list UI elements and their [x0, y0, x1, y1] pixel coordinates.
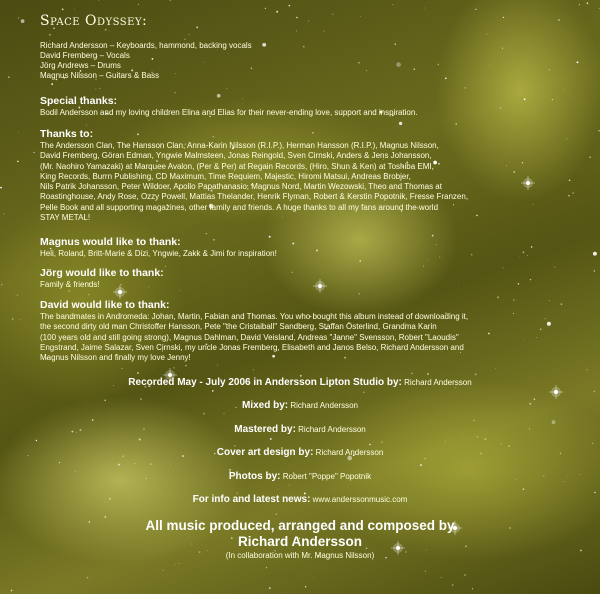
credit-label: Mixed by: [242, 400, 289, 411]
text-line: STAY METAL! [40, 213, 91, 223]
text-line: Pelle Book and all supporting magazines, other family and friends. A huge thanks to all my fans around the world [40, 202, 439, 212]
credit-value: Richard Andersson [404, 378, 472, 387]
text-line: Heli, Roland, Britt-Marie & Dizi, Yngwie, Zakk & Jimi for inspiration! [40, 249, 277, 258]
website-url: www.anderssonmusic.com [312, 495, 408, 504]
text-line: The Andersson Clan, The Hansson Clan, Anna-Karin Nilsson (R.I.P.), Herman Hansson (R.I.P.), Magnus Nilsson, [40, 141, 439, 150]
thanks-text [40, 141, 570, 223]
text-line: Engstrand, Jaime Salazar, Sven Cirnski, my uncle Jonas Fremberg, Elisabeth and Janos Belso, Richard Andersson and [40, 342, 464, 352]
lineup-member: Magnus Nilsson – Guitars & Bass [40, 71, 160, 80]
album-title: Space Odyssey: [40, 13, 148, 29]
david-thanks-text [40, 312, 570, 363]
special-thanks-heading: Special thanks: [40, 95, 118, 107]
credit-label: Recorded May - July 2006 in Andersson Lipton Studio by: [128, 377, 402, 388]
credit-label: Mastered by: [234, 424, 296, 435]
credit-website [0, 494, 600, 505]
lineup-member: Jörg Andrews – Drums [40, 61, 121, 70]
final-credit-line1: All music produced, arranged and composed by [145, 518, 455, 533]
text-line: David Fremberg, Göran Edman, Yngwie Malmsteen, Jonas Reingold, Sven Cirnski, Anders & Jens Johansson, [40, 151, 432, 161]
final-credit-line2: Richard Andersson [237, 534, 363, 549]
credit-mastered [0, 424, 600, 435]
lineup-member: David Fremberg – Vocals [40, 51, 130, 60]
text-line: (Mr. Naohiro Yamazaki) at Marquee Avalon, (Per & Per) at Regain Records, (Hiro, Shun & Ken) at Toshiba EMI, [40, 161, 434, 171]
text-line: Roastinghouse, Andy Rose, Ozzy Powell, Mattias Thelander, Henrik Flyman, Robert & Kerstin Popotnik, Fresse Franzen, [40, 192, 469, 202]
credit-mixed [0, 400, 600, 411]
text-line: The bandmates in Andromeda: Johan, Martin, Fabian and Thomas. You who bought this album instead of downloading it, [40, 312, 469, 321]
credit-label: Cover art design by: [216, 447, 314, 458]
lineup-member: Richard Andersson – Keyboards, hammond, backing vocals [40, 41, 252, 50]
credit-value: Robert "Poppe" Popotnik [282, 472, 372, 481]
band-lineup [40, 41, 252, 81]
text-line: Bodil Andersson and my loving children Elina and Elias for their never-ending love, support and inspiration. [40, 108, 418, 117]
final-credit-note: (In collaboration with Mr. Magnus Nilsson) [225, 551, 375, 560]
text-line: Magnus Nilsson and finally my love Jenny! [40, 353, 191, 363]
text-line: (100 years old and still going strong), Magnus Dahlman, David Veisland, Andreas "Janne" Svensson, Robert "Laoudis" [40, 332, 459, 342]
credit-label: For info and latest news: [192, 494, 311, 505]
credit-label: Photos by: [228, 471, 281, 482]
text-line: Nils Patrik Johansson, Peter Wildoer, Apollo Papathanasio, Magnus Nord, Martin Wezowski, Theo and Thomas at [40, 182, 442, 192]
credit-photos [0, 471, 600, 482]
credit-value: Richard Andersson [290, 401, 358, 410]
special-thanks-text [40, 108, 570, 118]
text-line: the second dirty old man Christoffer Hansson, Pete "the Cristaiball" Sandberg, Staffan Österlind, Grandma Karin [40, 322, 437, 332]
credit-cover-art [0, 447, 600, 458]
magnus-thanks-heading: Magnus would like to thank: [40, 236, 181, 248]
jorg-thanks-heading: Jörg would like to thank: [40, 267, 164, 279]
david-thanks-heading: David would like to thank: [40, 299, 170, 311]
magnus-thanks-text [40, 249, 570, 259]
thanks-heading: Thanks to: [40, 128, 94, 140]
text-line: King Records, Burrn Publishing, CD Maximum, Time Requiem, Majestic, Hiromi Matsui, Andreas Brobjer, [40, 171, 411, 181]
credit-value: Richard Andersson [298, 425, 366, 434]
text-line: Family & friends! [40, 280, 100, 289]
credit-value: Richard Andersson [315, 448, 384, 457]
credit-recorded [0, 377, 600, 388]
jorg-thanks-text [40, 280, 570, 290]
